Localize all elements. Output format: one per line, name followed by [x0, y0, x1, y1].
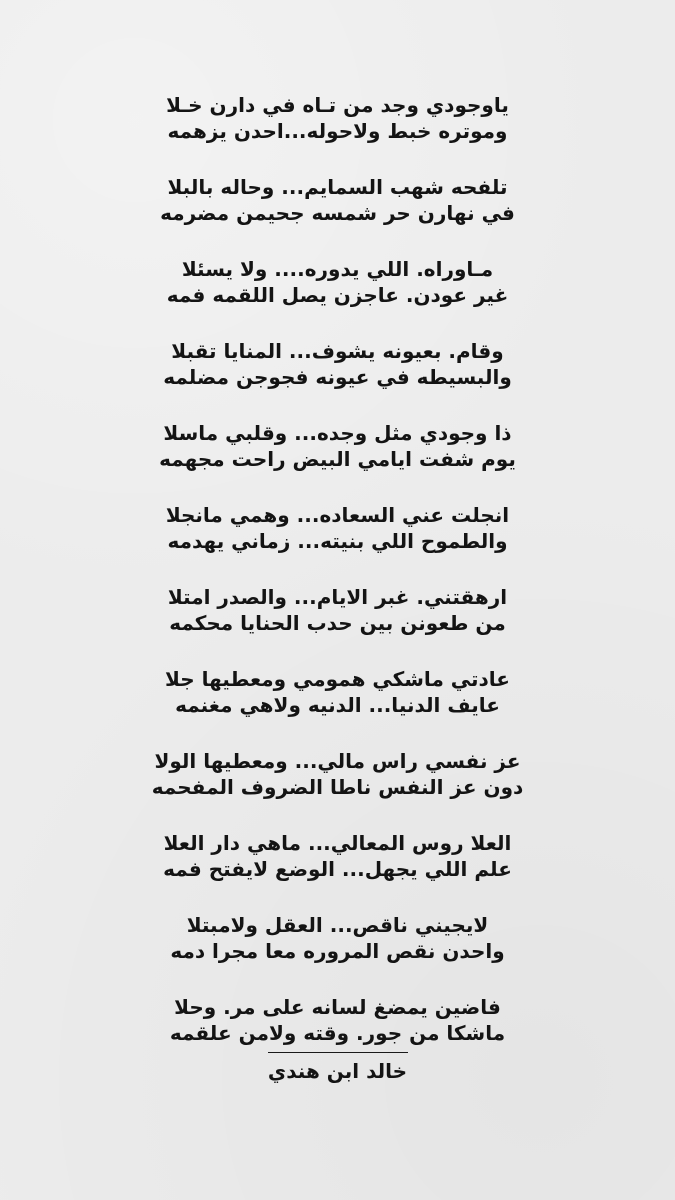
verse-line: انجلت عني السعاده... وهمي مانجلا — [165, 503, 510, 527]
verse-line: العلا روس المعالي... ماهي دار العلا — [163, 831, 512, 855]
stanza-6 — [150, 502, 525, 584]
verse-line: علم اللي يجهل... الوضع لايفتح فمه — [163, 857, 512, 881]
poet-signature: خالد ابن هندي — [267, 1059, 408, 1083]
verse-line: ياوجودي وجد من تـاه في دارن خـلا — [166, 93, 509, 117]
verse-line: ذا وجودي مثل وجده... وقلبي ماسلا — [163, 421, 512, 445]
stanza-7 — [150, 584, 525, 666]
verse-line: وموتره خبط ولاحوله...احدن يزهمه — [167, 119, 508, 143]
verse-line: والطموح اللي بنيته... زماني يهدمه — [167, 529, 508, 553]
stanza-3 — [150, 256, 525, 338]
stanza-5 — [150, 420, 525, 502]
stanza-9 — [150, 748, 525, 830]
verse-line: مـاوراه. اللي يدوره.... ولا يسئلا — [181, 257, 494, 281]
stanza-10 — [150, 830, 525, 912]
verse-line: لايجيني ناقص... العقل ولامبتلا — [186, 913, 489, 937]
verse-line: في نهارن حر شمسه جحيمن مضرمه — [160, 201, 515, 225]
verse-line: والبسيطه في عيونه فجوجن مضلمه — [163, 365, 512, 389]
signature-divider — [268, 1052, 408, 1053]
verse-line: يوم شفت ايامي البيض راحت مجهمه — [159, 447, 516, 471]
stanza-4 — [150, 338, 525, 420]
stanza-8 — [150, 666, 525, 748]
verse-line: من طعونن بين حدب الحنايا محكمه — [169, 611, 506, 635]
verse-line: تلفحه شهب السمايم... وحاله بالبلا — [167, 175, 508, 199]
poem-body — [150, 92, 525, 1076]
stanza-2 — [150, 174, 525, 256]
verse-line: عادتي ماشكي همومي ومعطيها جلا — [165, 667, 510, 691]
stanza-11 — [150, 912, 525, 994]
verse-line: عايف الدنيا... الدنيه ولاهي مغنمه — [175, 693, 500, 717]
verse-line: ارهقتني. غبر الايام... والصدر امتلا — [167, 585, 508, 609]
verse-line: واحدن نقص المروره معا مجرا دمه — [170, 939, 505, 963]
stanza-1 — [150, 92, 525, 174]
verse-line: ماشكا من جور. وقته ولامن علقمه — [169, 1021, 506, 1045]
verse-line: فاضين يمضغ لسانه على مر. وحلا — [174, 995, 501, 1019]
verse-line: دون عز النفس ناطا الضروف المفحمه — [151, 775, 524, 799]
verse-line: عز نفسي راس مالي... ومعطيها الولا — [154, 749, 521, 773]
verse-line: غير عودن. عاجزن يصل اللقمه فمه — [166, 283, 509, 307]
verse-line: وقام. بعيونه يشوف... المنايا تقبلا — [171, 339, 504, 363]
